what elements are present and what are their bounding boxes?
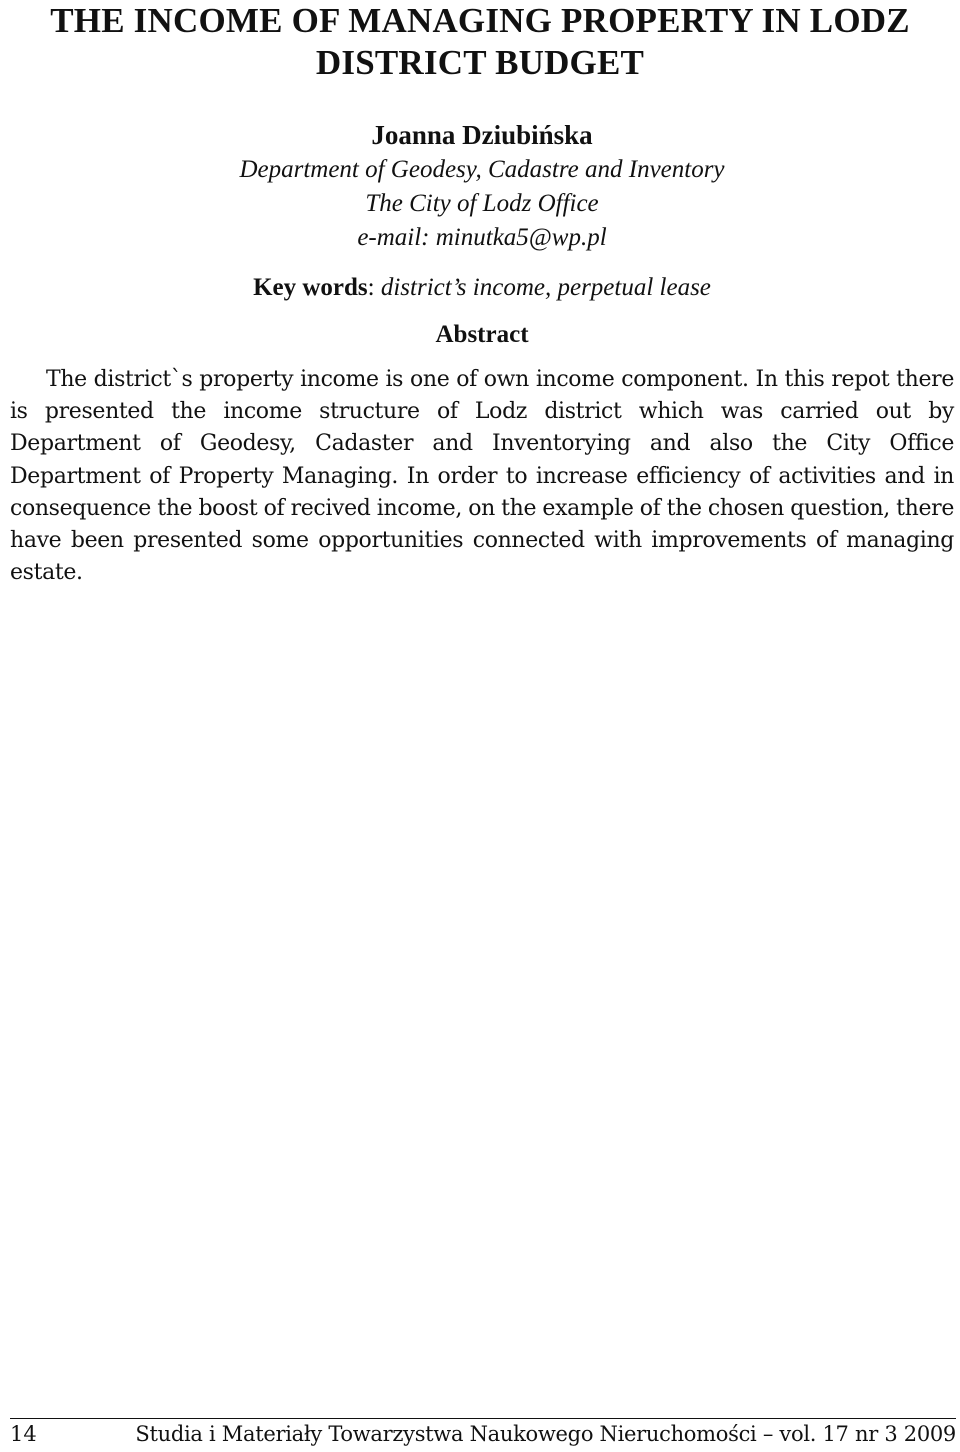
keywords-line [0, 270, 960, 306]
keywords-label: Key words [253, 274, 368, 301]
keywords-separator: : [367, 274, 381, 301]
page-footer [10, 1419, 956, 1449]
author-block [0, 117, 960, 255]
author-department: Department of Geodesy, Cadastre and Inventory [239, 156, 725, 183]
keywords-values: district’s income, perpetual lease [380, 274, 711, 301]
author-email: e-mail: minutka5@wp.pl [357, 224, 607, 251]
page-number: 14 [10, 1422, 37, 1446]
abstract-text: The district`s property income is one of own income component. In this repot there is presented the income structure of Lodz district which was carried out by Department of Geodesy, Cadaster and Inventorying and also the City Office Department of Property Managing. In order to increase efficiency of activities and in consequence the boost of recived income, on the example of the chosen question, there have been presented some opportunities connected with improvements of managing estate. [10, 367, 954, 586]
paper-title: THE INCOME OF MANAGING PROPERTY IN LODZ DISTRICT BUDGET [50, 1, 910, 82]
journal-reference: Studia i Materiały Towarzystwa Naukowego Nieruchomości – vol. 17 nr 3 2009 [135, 1422, 956, 1446]
abstract-heading: Abstract [435, 321, 529, 348]
author-name: Joanna Dziubińska [371, 120, 593, 150]
author-institution: The City of Lodz Office [365, 190, 599, 217]
